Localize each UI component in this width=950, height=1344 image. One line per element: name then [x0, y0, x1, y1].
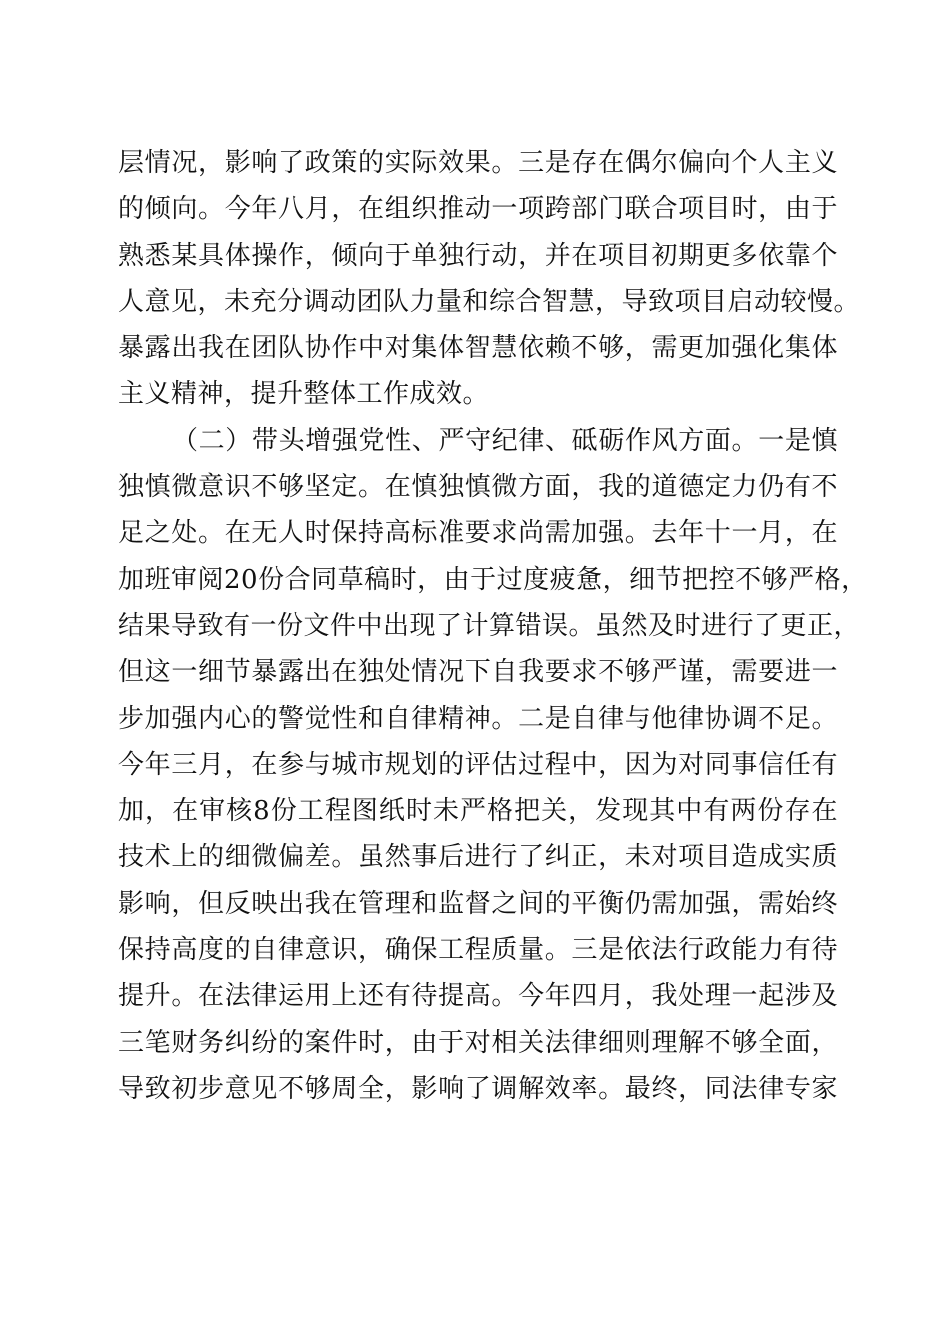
- body-text: [118, 140, 868, 1112]
- text-line: 独慎微意识不够坚定。在慎独慎微方面，我的道德定力仍有不: [118, 472, 838, 503]
- text-line: 技术上的细微偏差。虽然事后进行了纠正，未对项目造成实质: [118, 842, 838, 873]
- text-line: 导致初步意见不够周全，影响了调解效率。最终，同法律专家: [118, 1073, 838, 1104]
- text-line: 加，在审核8份工程图纸时未严格把关，发现其中有两份存在: [118, 796, 838, 827]
- text-line: 保持高度的自律意识，确保工程质量。三是依法行政能力有待: [118, 935, 838, 966]
- text-line: 足之处。在无人时保持高标准要求尚需加强。去年十一月，在: [118, 518, 838, 549]
- section-heading-line: （二）带头增强党性、严守纪律、砥砺作风方面。一是慎: [172, 425, 838, 456]
- text-line: 暴露出我在团队协作中对集体智慧依赖不够，需更加强化集体: [118, 333, 838, 364]
- text-line: 加班审阅20份合同草稿时，由于过度疲惫，细节把控不够严格，: [118, 564, 868, 595]
- text-line: 但这一细节暴露出在独处情况下自我要求不够严谨，需要进一: [118, 657, 838, 688]
- text-line: 熟悉某具体操作，倾向于单独行动，并在项目初期更多依靠个: [118, 240, 838, 271]
- text-line: 提升。在法律运用上还有待提高。今年四月，我处理一起涉及: [118, 981, 838, 1012]
- text-line: 层情况，影响了政策的实际效果。三是存在偶尔偏向个人主义: [118, 148, 838, 178]
- text-line: 影响，但反映出我在管理和监督之间的平衡仍需加强，需始终: [118, 888, 838, 919]
- text-line: 人意见，未充分调动团队力量和综合智慧，导致项目启动较慢。: [118, 286, 861, 317]
- text-line: 的倾向。今年八月，在组织推动一项跨部门联合项目时，由于: [118, 194, 838, 225]
- text-line: 结果导致有一份文件中出现了计算错误。虽然及时进行了更正，: [118, 610, 861, 641]
- text-line: 主义精神，提升整体工作成效。: [118, 379, 490, 410]
- text-line: 三笔财务纠纷的案件时，由于对相关法律细则理解不够全面，: [118, 1027, 838, 1058]
- text-line: 步加强内心的警觉性和自律精神。二是自律与他律协调不足。: [118, 703, 838, 734]
- text-line: 今年三月，在参与城市规划的评估过程中，因为对同事信任有: [118, 749, 838, 780]
